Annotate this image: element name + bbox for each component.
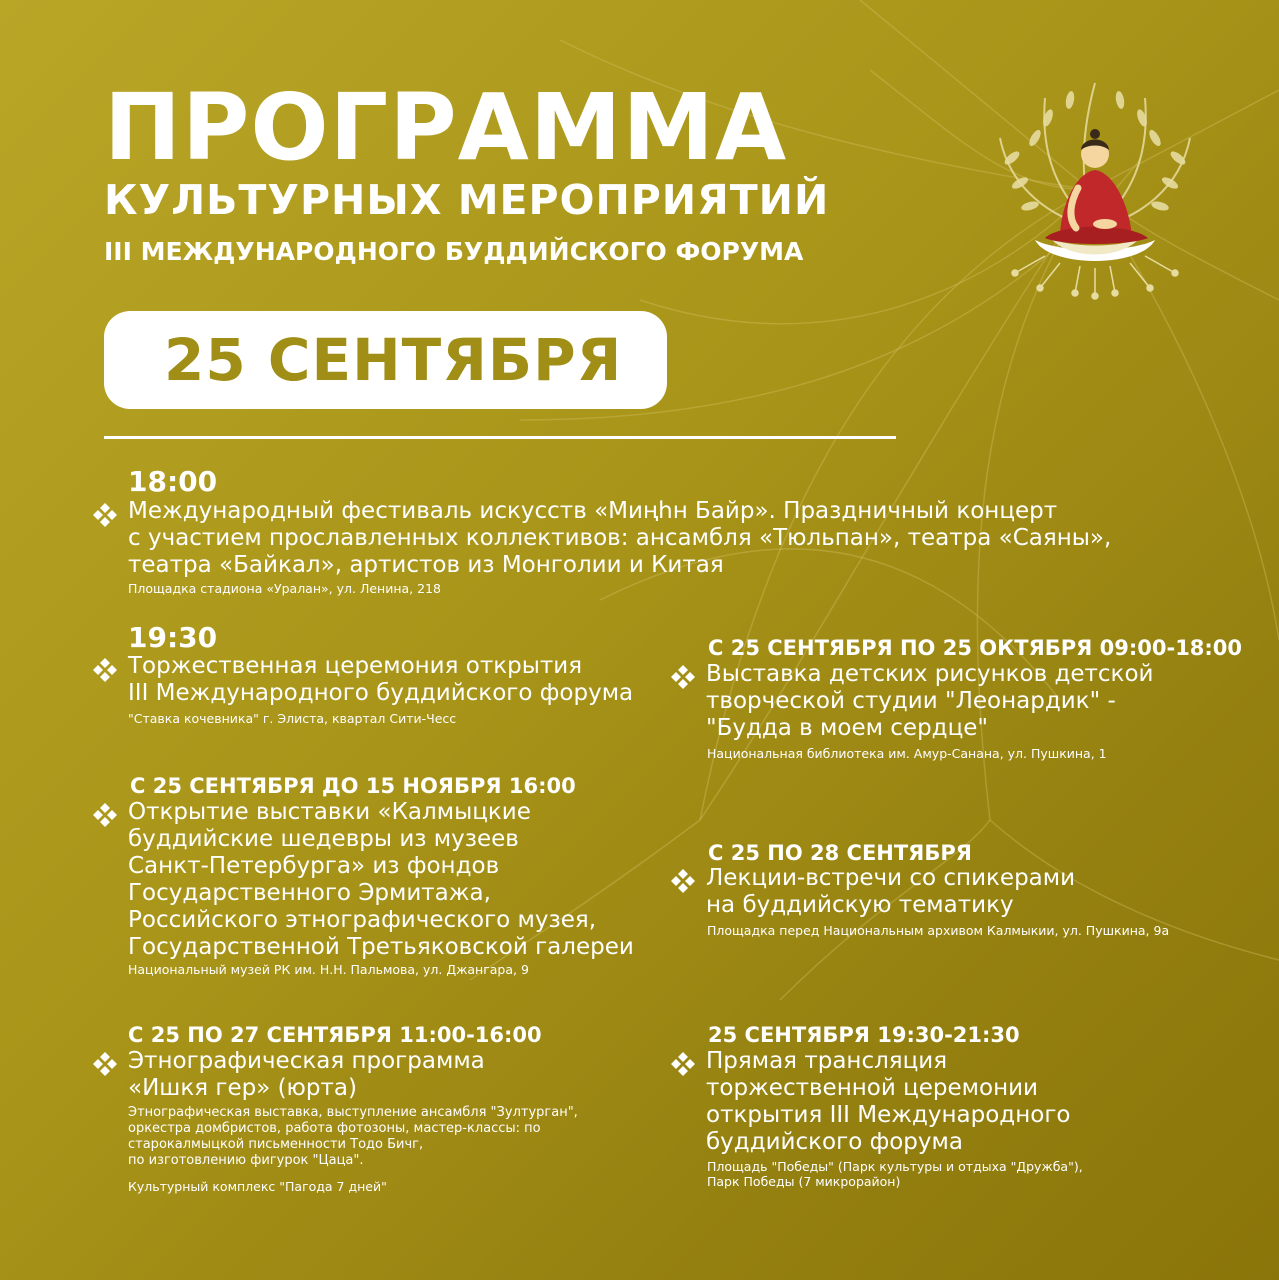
- four-diamond-bullet-icon: [670, 664, 696, 690]
- description-line: Этнографическая программа: [128, 1048, 485, 1074]
- four-diamond-bullet-icon: [670, 1051, 696, 1077]
- event-description: [706, 661, 1153, 742]
- buddha-lotus-icon: [990, 78, 1200, 300]
- description-line: театра «Байкал», артистов из Монголии и Китая: [128, 552, 724, 578]
- event-description: [128, 799, 634, 961]
- date-label: 25 СЕНТЯБРЯ: [164, 326, 623, 394]
- description-line: Открытие выставки «Калмыцкие: [128, 799, 531, 825]
- venue-line: Площадь "Победы" (Парк культуры и отдыха "Дружба"),: [707, 1159, 1083, 1174]
- four-diamond-bullet-icon: [92, 802, 118, 828]
- four-diamond-bullet-icon: [92, 502, 118, 528]
- event-venue: [128, 581, 441, 596]
- description-line: Торжественная церемония открытия: [128, 653, 583, 679]
- event-venue: [128, 711, 456, 726]
- venue-line: Площадка стадиона «Уралан», ул. Ленина, 218: [128, 581, 441, 596]
- event-venue: [707, 923, 1169, 938]
- description-line: творческой студии "Леонардик" -: [706, 688, 1116, 714]
- description-line: буддийского форума: [706, 1129, 963, 1155]
- event-time: С 25 ПО 28 СЕНТЯБРЯ: [708, 841, 972, 865]
- description-line: буддийские шедевры из музеев: [128, 826, 519, 852]
- event-venue: [128, 1179, 387, 1194]
- description-line: Выставка детских рисунков детской: [706, 661, 1154, 687]
- description-line: Государственного Эрмитажа,: [128, 880, 491, 906]
- description-line: Международный фестиваль искусств «Миңһн Байр». Праздничный концерт: [128, 498, 1058, 524]
- description-line: Лекции-встречи со спикерами: [706, 865, 1076, 891]
- description-line: Российского этнографического музея,: [128, 907, 597, 933]
- event-time: 25 СЕНТЯБРЯ 19:30-21:30: [708, 1023, 1020, 1047]
- event-venue: [707, 1159, 1083, 1189]
- event-time: 18:00: [128, 465, 218, 498]
- description-line: Санкт-Петербурга» из фондов: [128, 853, 500, 879]
- four-diamond-bullet-icon: [92, 657, 118, 683]
- subtitle: КУЛЬТУРНЫХ МЕРОПРИЯТИЙ: [104, 176, 830, 224]
- description-line: "Будда в моем сердце": [706, 715, 988, 741]
- event-time: С 25 СЕНТЯБРЯ ДО 15 НОЯБРЯ 16:00: [130, 774, 576, 798]
- event-venue: [707, 746, 1107, 761]
- date-badge: [104, 311, 667, 409]
- venue-line: Национальный музей РК им. Н.Н. Пальмова, ул. Джангара, 9: [128, 962, 529, 977]
- details-line: по изготовлению фигурок "Цаца".: [128, 1153, 364, 1168]
- venue-line: "Ставка кочевника" г. Элиста, квартал Сити-Чесс: [128, 711, 457, 726]
- four-diamond-bullet-icon: [92, 1051, 118, 1077]
- description-line: III Международного буддийского форума: [128, 680, 634, 706]
- event-description: [706, 1048, 1070, 1156]
- divider: [104, 436, 896, 439]
- event-description: [128, 1048, 485, 1102]
- venue-line: Национальная библиотека им. Амур-Санана, ул. Пушкина, 1: [707, 746, 1107, 761]
- venue-line: Культурный комплекс "Пагода 7 дней": [128, 1179, 387, 1194]
- description-line: с участием прославленных коллективов: ансамбля «Тюльпан», театра «Саяны»,: [128, 525, 1112, 551]
- venue-line: Парк Победы (7 микрорайон): [707, 1174, 901, 1189]
- description-line: открытия III Международного: [706, 1102, 1071, 1128]
- four-diamond-bullet-icon: [670, 868, 696, 894]
- description-line: Государственной Третьяковской галереи: [128, 934, 634, 960]
- description-line: «Ишкя гер» (юрта): [128, 1075, 357, 1101]
- event-time: С 25 ПО 27 СЕНТЯБРЯ 11:00-16:00: [128, 1023, 542, 1047]
- description-line: Прямая трансляция: [706, 1048, 948, 1074]
- description-line: торжественной церемонии: [706, 1075, 1039, 1101]
- description-line: на буддийскую тематику: [706, 892, 1014, 918]
- details-line: Этнографическая выставка, выступление ансамбля "Зултурган",: [128, 1105, 578, 1120]
- event-details: [128, 1105, 578, 1169]
- event-venue: [128, 962, 529, 977]
- details-line: оркестра домбристов, работа фотозоны, мастер-классы: по: [128, 1121, 541, 1136]
- forum-name: III МЕЖДУНАРОДНОГО БУДДИЙСКОГО ФОРУМА: [104, 237, 804, 266]
- event-time: 19:30: [128, 621, 218, 654]
- venue-line: Площадка перед Национальным архивом Калмыкии, ул. Пушкина, 9а: [707, 923, 1170, 938]
- event-description: [128, 498, 1111, 579]
- details-line: старокалмыцкой письменности Тодо Бичг,: [128, 1137, 424, 1152]
- page-title: ПРОГРАММА: [104, 74, 788, 181]
- event-time: С 25 СЕНТЯБРЯ ПО 25 ОКТЯБРЯ 09:00-18:00: [708, 636, 1243, 660]
- event-description: [128, 653, 633, 707]
- event-description: [706, 865, 1075, 919]
